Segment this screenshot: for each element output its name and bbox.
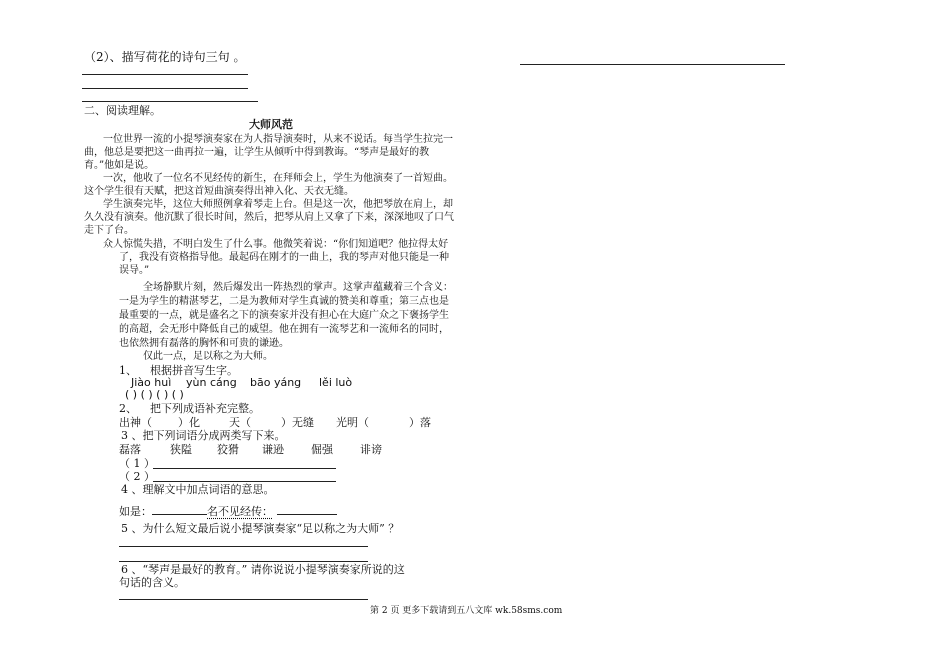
word-3: 狡猾 [217,443,239,456]
question-6-continued: 句话的含义。 [119,576,185,589]
passage-line: 一位世界一流的小提琴演奏家在为人指导演奏时，从来不说话。每当学生拉完一 [103,134,453,145]
question-2-text: 把下列成语补充完整。 [150,402,260,415]
question-6: 6 、“琴声是最好的教育。” 请你说说小提琴演奏家所说的这 [121,563,405,576]
answer-line[interactable] [520,64,785,65]
phrase-answer-blank[interactable] [277,503,337,515]
category-1-answer-line[interactable] [153,468,336,469]
question-3: 3 、把下列词语分成两类写下来。 [121,429,286,442]
question-1-label: 1、 [119,364,137,377]
word-5: 倔强 [311,443,333,456]
question-4: 4 、理解文中加点词语的意思。 [121,483,275,496]
passage-line: 了，我没有资格指导他。最起码在刚才的一曲上，我的琴声对他只能是一种 [119,252,449,263]
question-2-label: 2、 [119,402,137,415]
question-6-answer-line[interactable] [119,599,368,600]
category-1-label: （ 1 ） [119,457,155,470]
word-6: 诽谤 [360,443,382,456]
answer-line[interactable] [82,101,258,102]
passage-line: 也依然拥有磊落的胸怀和可贵的谦逊。 [119,338,289,349]
passage-line: 的高超，会无形中降低自己的威望。他在拥有一流琴艺和一流师名的同时， [119,324,449,335]
passage-line: 育。”他如是说。 [84,160,155,171]
question-2-poem: （2）、描写荷花的诗句三句 。 [84,50,246,64]
pinyin-answer-blanks[interactable]: ( ) ( ) ( ) ( ) [125,388,184,401]
passage-line: 仅此一点，足以称之为大师。 [143,351,273,362]
answer-line[interactable] [82,88,248,89]
word-1: 磊落 [119,443,141,456]
category-2-label: （ 2 ） [119,470,155,483]
passage-line: 学生演奏完毕，这位大师照例拿着琴走上台。但是这一次，他把琴放在肩上，却 [103,199,453,210]
answer-line[interactable] [82,74,248,75]
page-footer: 第 2 页 更多下载请到五八文库 wk.58sms.com [370,606,563,616]
question-5-answer-line[interactable] [119,561,368,562]
idiom-2-suffix: ）无缝 [281,416,314,429]
passage-line: 走下了台。 [84,225,134,236]
idiom-1-prefix: 出神（ [119,416,152,429]
passage-line: 曲，他总是要把这一曲再拉一遍，让学生从倾听中得到教诲。“琴声是最好的教 [84,147,430,158]
dotted-phrase: 名不见经传： [207,505,273,518]
idiom-3-suffix: ）落 [409,416,431,429]
idiom-2 [229,416,314,430]
passage-line: 久久没有演奏。他沉默了很长时间，然后，把琴从肩上又拿了下来，深深地叹了口气 [84,212,454,223]
example-answer-blank[interactable] [152,503,207,515]
idiom-2-prefix: 天（ [229,416,251,429]
passage-line: 众人惊慌失措，不明白发生了什么事。他微笑着说：“你们知道吧？他拉得太好 [103,239,449,250]
idiom-1-suffix: ）化 [178,416,200,429]
pinyin-2: yùn cáng [186,376,237,389]
passage-line: 最重要的一点，就是盛名之下的演奏家并没有担心在大庭广众之下褒扬学生 [119,310,449,321]
word-4: 谦逊 [262,443,284,456]
question-4-example [119,503,337,519]
pinyin-1: Jiào huì [131,376,172,389]
passage-title: 大师风范 [249,118,293,131]
category-2-answer-line[interactable] [153,481,336,482]
idiom-3-prefix: 光明（ [336,416,369,429]
passage-line: 一次，他收了一位名不见经传的新生，在拜师会上，学生为他演奏了一首短曲。 [103,173,453,184]
question-5-answer-line[interactable] [119,546,368,547]
passage-line: 误导。” [119,265,150,276]
question-1-text: 根据拼音写生字。 [150,364,238,377]
word-2: 狭隘 [170,443,192,456]
passage-line: 全场静默片刻，然后爆发出一阵热烈的掌声。这掌声蕴藏着三个含义： [143,282,453,293]
question-5: 5 、为什么短文最后说小提琴演奏家“足以称之为大师” ？ [121,522,400,535]
pinyin-3: bāo yáng [250,376,302,389]
idiom-1 [119,416,200,430]
section-heading: 二、阅读理解。 [84,104,161,117]
idiom-3 [336,416,431,430]
pinyin-4: lěi luò [319,376,353,389]
passage-line: 一是为学生的精湛琴艺，二是为教师对学生真诚的赞美和尊重；第三点也是 [119,296,449,307]
example-word: 如是： [119,505,152,518]
passage-line: 这个学生很有天赋，把这首短曲演奏得出神入化、天衣无缝。 [84,186,354,197]
